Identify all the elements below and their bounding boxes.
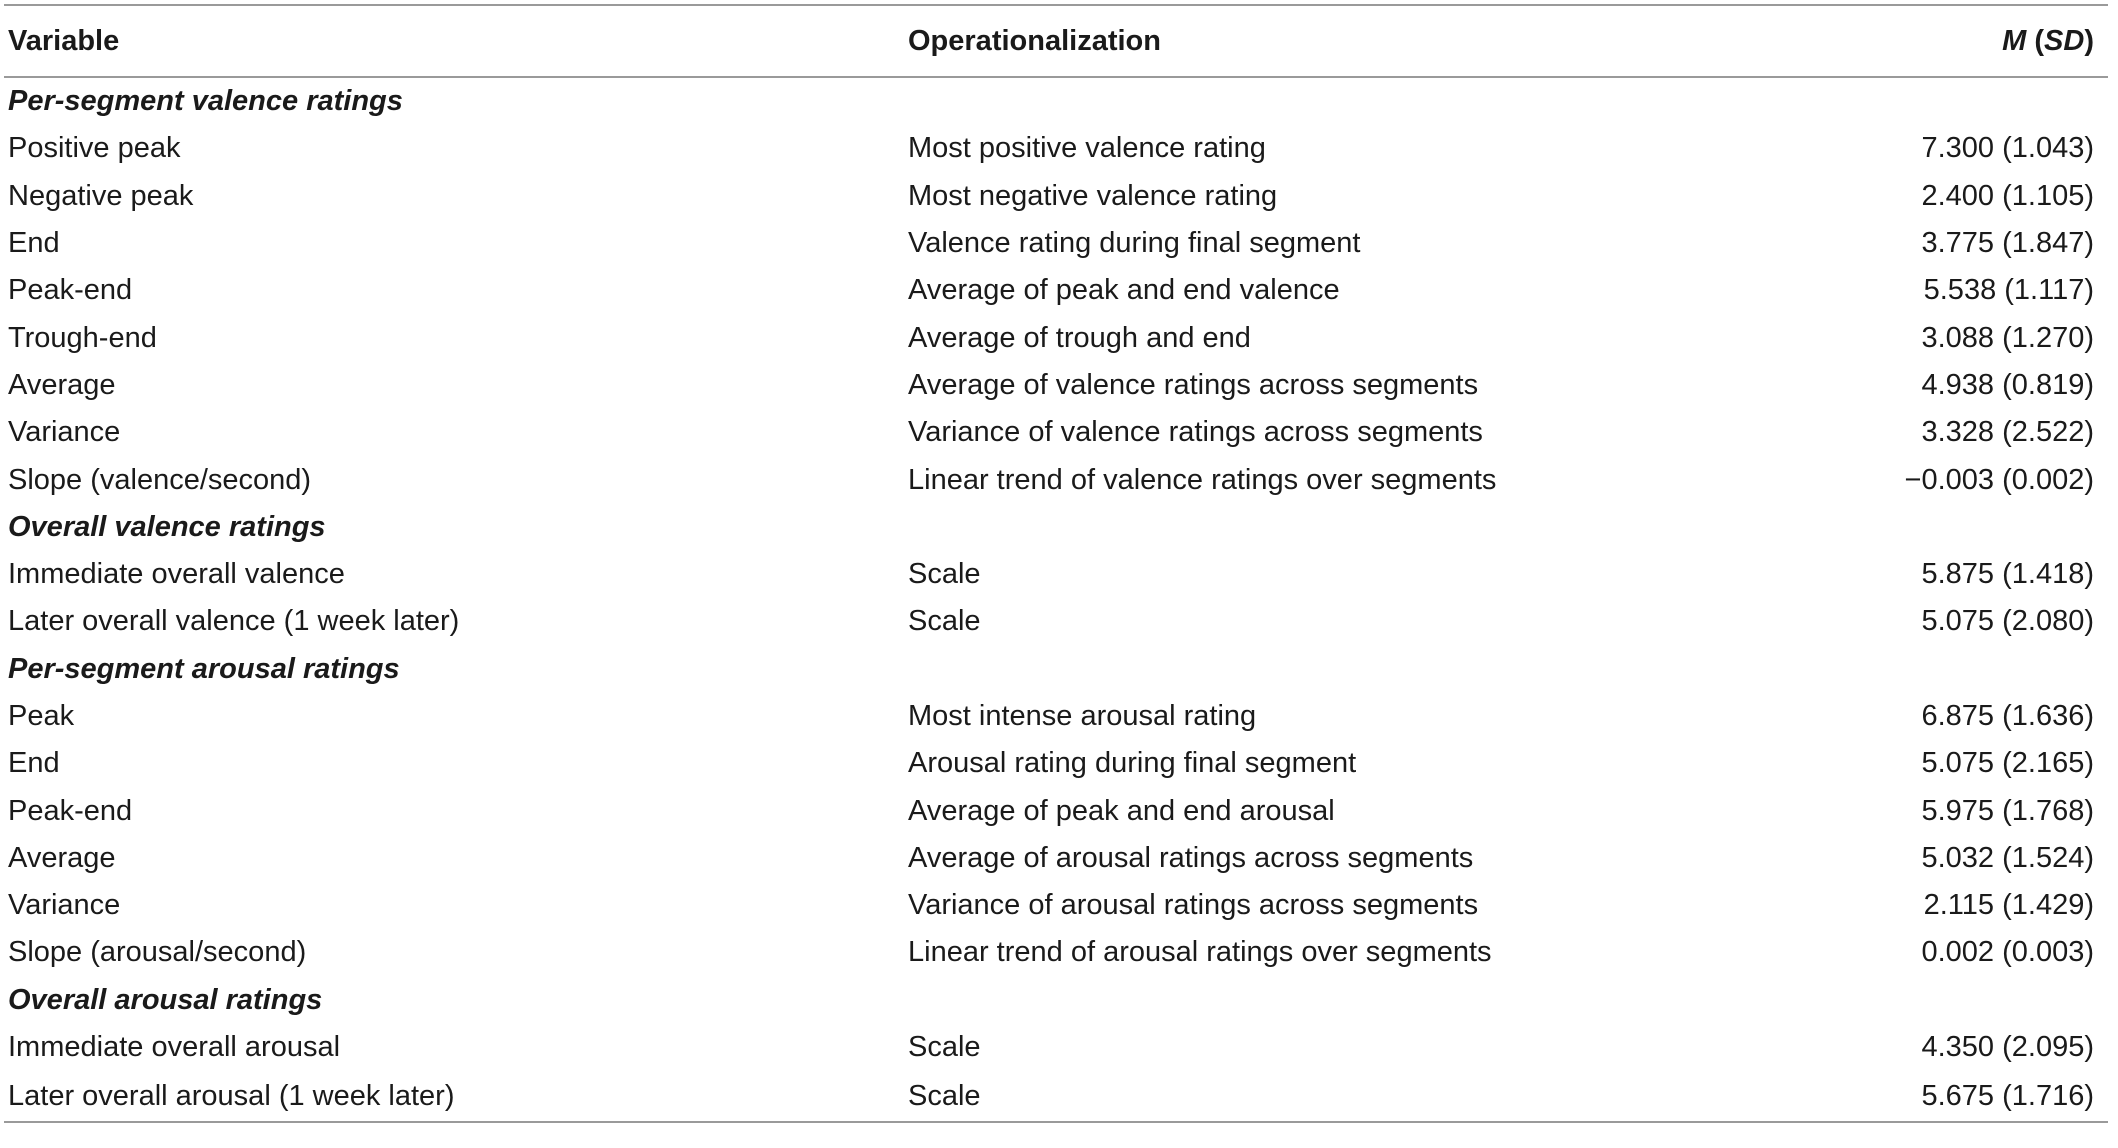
cell-variable: Later overall arousal (1 week later) bbox=[4, 1071, 904, 1122]
table-row bbox=[4, 314, 2108, 361]
header-row bbox=[4, 5, 2108, 77]
header-sd: SD bbox=[2044, 24, 2085, 57]
cell-mean-sd: 3.328 (2.522) bbox=[1921, 416, 2094, 449]
cell-mean-sd bbox=[1774, 504, 2108, 551]
header-operationalization: Operationalization bbox=[904, 5, 1774, 77]
cell-variable: Variance bbox=[8, 889, 121, 922]
cell-operationalization: Average of arousal ratings across segments bbox=[908, 841, 1474, 874]
cell-operationalization: Most intense arousal rating bbox=[908, 700, 1257, 732]
cell-variable: Average bbox=[8, 368, 116, 401]
cell-operationalization: Variance of arousal ratings across segments bbox=[908, 889, 1479, 922]
cell-mean-sd: 5.975 (1.768) bbox=[1921, 794, 2094, 827]
table-row bbox=[4, 362, 2108, 409]
cell-operationalization: Scale bbox=[904, 1071, 1774, 1122]
table-row bbox=[4, 551, 2108, 598]
cell-operationalization: Average of peak and end arousal bbox=[908, 794, 1335, 827]
cell-operationalization: Scale bbox=[908, 1031, 981, 1064]
cell-operationalization: Arousal rating during final segment bbox=[908, 747, 1357, 780]
section-title: Per-segment valence ratings bbox=[8, 85, 403, 118]
table-row bbox=[4, 787, 2108, 834]
table-body bbox=[4, 77, 2108, 1122]
table-row bbox=[4, 693, 2108, 740]
cell-operationalization: Scale bbox=[908, 558, 981, 591]
cell-variable: End bbox=[8, 227, 60, 260]
table-row bbox=[4, 220, 2108, 267]
cell-mean-sd: 7.300 (1.043) bbox=[1921, 132, 2094, 165]
cell-mean-sd: 2.115 (1.429) bbox=[1923, 889, 2094, 922]
section-title: Overall arousal ratings bbox=[8, 983, 323, 1016]
cell-mean-sd: 3.775 (1.847) bbox=[1921, 227, 2094, 260]
cell-operationalization: Average of trough and end bbox=[908, 321, 1251, 354]
cell-variable: End bbox=[8, 747, 60, 780]
cell-variable: Immediate overall valence bbox=[8, 558, 345, 591]
cell-mean-sd: 5.075 (2.080) bbox=[1921, 605, 2094, 638]
cell-variable: Trough-end bbox=[8, 321, 157, 354]
cell-operationalization: Average of peak and end valence bbox=[908, 274, 1340, 307]
cell-operationalization bbox=[904, 77, 1774, 125]
cell-operationalization: Most positive valence rating bbox=[908, 132, 1266, 165]
section-header-row bbox=[4, 977, 2108, 1024]
section-header-row bbox=[4, 77, 2108, 125]
cell-mean-sd bbox=[1774, 977, 2108, 1024]
cell-operationalization: Scale bbox=[908, 605, 981, 638]
cell-mean-sd: 6.875 (1.636) bbox=[1921, 700, 2094, 732]
table-row bbox=[4, 173, 2108, 220]
cell-variable: Negative peak bbox=[8, 179, 194, 212]
table-row bbox=[4, 882, 2108, 929]
cell-variable: Peak-end bbox=[8, 274, 133, 307]
cell-mean-sd: 5.675 (1.716) bbox=[1774, 1071, 2108, 1122]
section-header-row bbox=[4, 646, 2108, 693]
cell-variable: Immediate overall arousal bbox=[8, 1031, 341, 1064]
section-title: Overall valence ratings bbox=[8, 510, 326, 543]
cell-operationalization bbox=[904, 977, 1774, 1024]
table-row bbox=[4, 267, 2108, 314]
descriptive-statistics-table-container bbox=[4, 0, 2108, 1123]
cell-variable: Slope (valence/second) bbox=[8, 463, 312, 496]
cell-mean-sd: 4.350 (2.095) bbox=[1921, 1031, 2094, 1064]
header-variable: Variable bbox=[4, 5, 904, 77]
table-row bbox=[4, 835, 2108, 882]
table-header bbox=[4, 5, 2108, 77]
table-row bbox=[4, 1024, 2108, 1071]
cell-variable: Positive peak bbox=[8, 132, 181, 165]
cell-mean-sd bbox=[1774, 646, 2108, 693]
descriptive-statistics-table bbox=[4, 4, 2108, 1123]
cell-variable: Slope (arousal/second) bbox=[8, 936, 307, 969]
cell-operationalization: Most negative valence rating bbox=[908, 179, 1278, 212]
table-row bbox=[4, 740, 2108, 787]
header-mean-sd: M (SD) bbox=[1774, 5, 2108, 77]
cell-mean-sd: 4.938 (0.819) bbox=[1921, 368, 2094, 401]
cell-variable: Variance bbox=[8, 416, 121, 449]
table-row bbox=[4, 409, 2108, 456]
cell-mean-sd: 2.400 (1.105) bbox=[1921, 179, 2094, 212]
cell-operationalization: Valence rating during final segment bbox=[908, 227, 1361, 260]
cell-mean-sd: 5.075 (2.165) bbox=[1921, 747, 2094, 780]
cell-mean-sd: 5.538 (1.117) bbox=[1923, 274, 2094, 307]
section-header-row bbox=[4, 504, 2108, 551]
cell-mean-sd bbox=[1774, 77, 2108, 125]
table-row bbox=[4, 456, 2108, 503]
table-row bbox=[4, 1071, 2108, 1122]
cell-operationalization: Linear trend of valence ratings over segments bbox=[908, 463, 1497, 496]
header-mean: M bbox=[2002, 24, 2027, 57]
table-row bbox=[4, 598, 2108, 645]
cell-operationalization bbox=[904, 646, 1774, 693]
cell-variable: Peak-end bbox=[8, 794, 133, 827]
cell-variable: Later overall valence (1 week later) bbox=[8, 605, 460, 638]
cell-variable: Peak bbox=[8, 700, 75, 732]
cell-variable: Average bbox=[8, 841, 116, 874]
cell-mean-sd: 5.875 (1.418) bbox=[1921, 558, 2094, 591]
table-row bbox=[4, 125, 2108, 172]
cell-mean-sd: −0.003 (0.002) bbox=[1904, 463, 2094, 496]
cell-operationalization: Variance of valence ratings across segments bbox=[908, 416, 1483, 449]
cell-operationalization: Average of valence ratings across segments bbox=[908, 368, 1479, 401]
cell-mean-sd: 0.002 (0.003) bbox=[1921, 936, 2094, 969]
cell-operationalization bbox=[904, 504, 1774, 551]
section-title: Per-segment arousal ratings bbox=[8, 652, 400, 685]
cell-mean-sd: 3.088 (1.270) bbox=[1921, 321, 2094, 354]
cell-operationalization: Linear trend of arousal ratings over segments bbox=[908, 936, 1492, 969]
cell-mean-sd: 5.032 (1.524) bbox=[1921, 841, 2094, 874]
table-row bbox=[4, 929, 2108, 976]
